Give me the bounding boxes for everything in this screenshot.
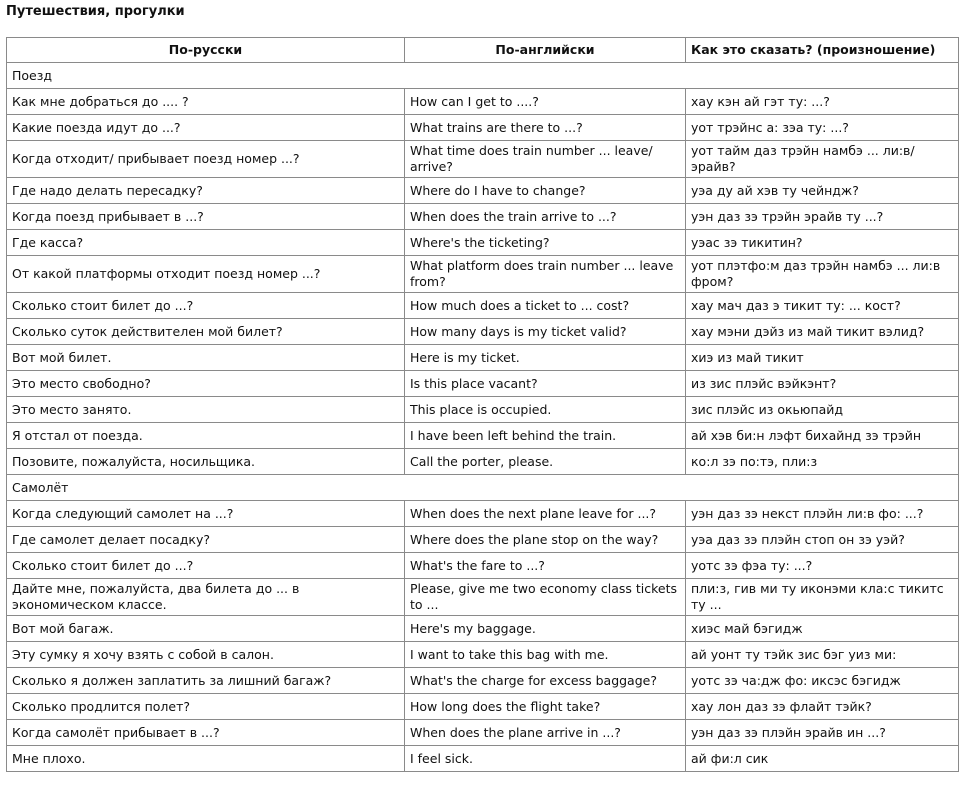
table-row [7, 668, 959, 694]
cell-russian: Где надо делать пересадку? [7, 178, 405, 204]
table-row [7, 371, 959, 397]
table-row [7, 293, 959, 319]
cell-english: Please, give me two economy class tickets to ... [405, 579, 686, 616]
table-row [7, 501, 959, 527]
cell-pronunciation: ай уонт ту тэйк зис бэг уиз ми: [686, 642, 959, 668]
cell-pronunciation: ай хэв би:н лэфт бихайнд зэ трэйн [686, 423, 959, 449]
table-row [7, 178, 959, 204]
table-row [7, 527, 959, 553]
cell-pronunciation: уэа ду ай хэв ту чейндж? [686, 178, 959, 204]
cell-english: Where do I have to change? [405, 178, 686, 204]
cell-pronunciation: хау мэни дэйз из май тикит вэлид? [686, 319, 959, 345]
cell-pronunciation: пли:з, гив ми ту иконэми кла:с тикитс ту ... [686, 579, 959, 616]
cell-russian: Где касса? [7, 230, 405, 256]
cell-english: Where's the ticketing? [405, 230, 686, 256]
table-row [7, 720, 959, 746]
cell-english: What platform does train number ... leave from? [405, 256, 686, 293]
cell-russian: Я отстал от поезда. [7, 423, 405, 449]
cell-russian: Вот мой багаж. [7, 616, 405, 642]
cell-russian: Сколько я должен заплатить за лишний багаж? [7, 668, 405, 694]
cell-pronunciation: ай фи:л сик [686, 746, 959, 772]
table-row [7, 115, 959, 141]
cell-english: How much does a ticket to ... cost? [405, 293, 686, 319]
cell-russian: Где самолет делает посадку? [7, 527, 405, 553]
cell-russian: Сколько продлится полет? [7, 694, 405, 720]
cell-english: What's the charge for excess baggage? [405, 668, 686, 694]
cell-pronunciation: хиэс май бэгидж [686, 616, 959, 642]
table-header [7, 38, 959, 63]
table-row [7, 449, 959, 475]
cell-english: When does the plane arrive in ...? [405, 720, 686, 746]
cell-russian: Это место свободно? [7, 371, 405, 397]
cell-russian: Эту сумку я хочу взять с собой в салон. [7, 642, 405, 668]
cell-english: I feel sick. [405, 746, 686, 772]
table-row [7, 694, 959, 720]
table-body [7, 63, 959, 772]
cell-pronunciation: уэас зэ тикитин? [686, 230, 959, 256]
table-row [7, 204, 959, 230]
header-row [7, 38, 959, 63]
header-pronunciation: Как это сказать? (произношение) [686, 38, 959, 63]
table-row [7, 579, 959, 616]
cell-pronunciation: уот трэйнс а: зэа ту: ...? [686, 115, 959, 141]
cell-english: Here's my baggage. [405, 616, 686, 642]
cell-russian: Как мне добраться до .... ? [7, 89, 405, 115]
table-row [7, 256, 959, 293]
cell-russian: От какой платформы отходит поезд номер ...? [7, 256, 405, 293]
cell-english: I want to take this bag with me. [405, 642, 686, 668]
cell-pronunciation: уэн даз зэ плэйн эрайв ин ...? [686, 720, 959, 746]
table-row [7, 230, 959, 256]
cell-english: This place is occupied. [405, 397, 686, 423]
cell-english: How many days is my ticket valid? [405, 319, 686, 345]
cell-russian: Когда поезд прибывает в ...? [7, 204, 405, 230]
cell-russian: Сколько стоит билет до ...? [7, 293, 405, 319]
cell-pronunciation: уот плэтфо:м даз трэйн намбэ ... ли:в фром? [686, 256, 959, 293]
phrasebook-table [6, 37, 959, 772]
cell-pronunciation: ко:л зэ по:тэ, пли:з [686, 449, 959, 475]
cell-english: Where does the plane stop on the way? [405, 527, 686, 553]
table-row [7, 746, 959, 772]
header-english: По-английски [405, 38, 686, 63]
page-title: Путешествия, прогулки [6, 4, 185, 19]
cell-english: I have been left behind the train. [405, 423, 686, 449]
cell-russian: Сколько стоит билет до ...? [7, 553, 405, 579]
cell-russian: Какие поезда идут до ...? [7, 115, 405, 141]
cell-pronunciation: уэа даз зэ плэйн стоп он зэ уэй? [686, 527, 959, 553]
table-row [7, 616, 959, 642]
header-russian: По-русски [7, 38, 405, 63]
cell-english: When does the next plane leave for ...? [405, 501, 686, 527]
cell-pronunciation: из зис плэйс вэйкэнт? [686, 371, 959, 397]
section-row [7, 63, 959, 89]
cell-english: Here is my ticket. [405, 345, 686, 371]
cell-english: What trains are there to ...? [405, 115, 686, 141]
cell-pronunciation: хау лон даз зэ флайт тэйк? [686, 694, 959, 720]
cell-russian: Когда отходит/ прибывает поезд номер ...? [7, 141, 405, 178]
cell-english: When does the train arrive to ...? [405, 204, 686, 230]
cell-pronunciation: уотс зэ фэа ту: ...? [686, 553, 959, 579]
cell-english: How can I get to ....? [405, 89, 686, 115]
cell-russian: Вот мой билет. [7, 345, 405, 371]
table-row [7, 141, 959, 178]
cell-pronunciation: уэн даз зэ некст плэйн ли:в фо: ...? [686, 501, 959, 527]
cell-pronunciation: хиэ из май тикит [686, 345, 959, 371]
table-row [7, 397, 959, 423]
cell-russian: Дайте мне, пожалуйста, два билета до ... в экономическом классе. [7, 579, 405, 616]
cell-russian: Мне плохо. [7, 746, 405, 772]
table-row [7, 319, 959, 345]
cell-english: What time does train number ... leave/ arrive? [405, 141, 686, 178]
cell-english: How long does the flight take? [405, 694, 686, 720]
cell-english: Is this place vacant? [405, 371, 686, 397]
cell-english: Call the porter, please. [405, 449, 686, 475]
cell-russian: Когда самолёт прибывает в ...? [7, 720, 405, 746]
cell-pronunciation: уотс зэ ча:дж фо: иксэс бэгидж [686, 668, 959, 694]
section-heading: Самолёт [7, 475, 959, 501]
section-row [7, 475, 959, 501]
cell-russian: Сколько суток действителен мой билет? [7, 319, 405, 345]
cell-russian: Это место занято. [7, 397, 405, 423]
cell-pronunciation: зис плэйс из окьюпайд [686, 397, 959, 423]
cell-russian: Позовите, пожалуйста, носильщика. [7, 449, 405, 475]
table-row [7, 89, 959, 115]
cell-pronunciation: хау мач даз э тикит ту: ... кост? [686, 293, 959, 319]
section-heading: Поезд [7, 63, 959, 89]
table-row [7, 553, 959, 579]
cell-pronunciation: хау кэн ай гэт ту: ...? [686, 89, 959, 115]
cell-english: What's the fare to ...? [405, 553, 686, 579]
table-row [7, 642, 959, 668]
cell-russian: Когда следующий самолет на ...? [7, 501, 405, 527]
table-row [7, 423, 959, 449]
cell-pronunciation: уэн даз зэ трэйн эрайв ту ...? [686, 204, 959, 230]
cell-pronunciation: уот тайм даз трэйн намбэ ... ли:в/ эрайв? [686, 141, 959, 178]
table-row [7, 345, 959, 371]
